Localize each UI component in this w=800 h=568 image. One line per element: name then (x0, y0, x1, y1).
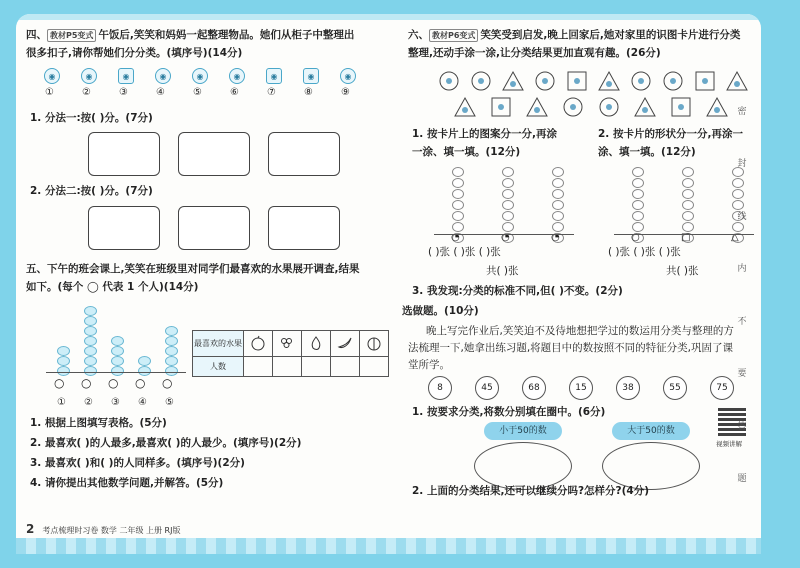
wave-border (16, 538, 761, 554)
bead[interactable] (552, 189, 564, 199)
fruit-label: ① (57, 397, 66, 408)
bead[interactable] (552, 178, 564, 188)
fruit-icon: ○ (135, 376, 146, 390)
fruit-label: ④ (138, 397, 147, 408)
bead (57, 366, 70, 376)
bead (111, 336, 124, 346)
bead (84, 336, 97, 346)
opt-p3: 堂所学。 (408, 359, 450, 371)
answer-box[interactable] (268, 206, 340, 250)
bead[interactable] (682, 178, 694, 188)
table-row-label: 人数 (193, 357, 244, 377)
bead[interactable] (452, 200, 464, 210)
answer-cell[interactable] (360, 357, 389, 377)
q5-line2: 如下。(每个 ◯ 代表 1 个人)(14分) (26, 281, 199, 293)
bead[interactable] (502, 189, 514, 199)
button-label: ① (45, 87, 54, 98)
bead[interactable] (452, 178, 464, 188)
q4-line2: 很多扣子,请你帮她们分分类。(填序号)(14分) (26, 47, 243, 59)
worksheet-page (16, 14, 761, 554)
button-label: ④ (156, 87, 165, 98)
bead (84, 356, 97, 366)
baseline-left (434, 234, 574, 235)
answer-box[interactable] (88, 132, 160, 176)
banana-icon (331, 331, 360, 357)
big-label: 大于50的数 (612, 422, 690, 440)
bead-column (56, 306, 69, 372)
seal-char: 要 (737, 369, 747, 380)
bead[interactable] (502, 200, 514, 210)
q6-line1: 六、 教材P6变式 笑笑受到启发,晚上回家后,她对家里的识图卡片进行分类 (408, 29, 741, 41)
bead (84, 316, 97, 326)
answer-box[interactable] (268, 132, 340, 176)
picture-card (628, 68, 654, 94)
opt-p1: 晚上写完作业后,笑笑迫不及待地想把学过的数运用分类与整理的方 (426, 325, 734, 337)
opt-s2: 2. 上面的分类结果,还可以继续分吗?怎样分?(4分) (412, 485, 650, 497)
bead (138, 356, 151, 366)
bead[interactable] (682, 211, 694, 221)
q4-tag: 教材P5变式 (47, 29, 96, 42)
bead (57, 356, 70, 366)
answer-cell[interactable] (244, 357, 273, 377)
number-circle[interactable]: 68 (522, 376, 546, 400)
q6-line2: 整理,还动手涂一涂,让分类结果更加直观有趣。(26分) (408, 47, 661, 59)
category-icon: ◔ (551, 232, 560, 243)
seal-char: 封 (737, 159, 747, 170)
fruit-label: ③ (111, 397, 120, 408)
q6-s2a: 2. 按卡片的形状分一分,再涂一 (598, 128, 743, 140)
seal-char: 内 (737, 264, 747, 275)
picture-card (660, 68, 686, 94)
bead[interactable] (632, 167, 644, 177)
picture-card (668, 94, 694, 120)
q5-s3: 3. 最喜欢( )和( )的人同样多。(填序号)(2分) (30, 457, 245, 469)
bead (111, 356, 124, 366)
apple-icon (244, 331, 273, 357)
fruit-icon: ○ (162, 376, 173, 390)
picture-card (500, 68, 526, 94)
footer (26, 522, 180, 536)
button-label: ⑤ (193, 87, 202, 98)
bead (84, 326, 97, 336)
bead[interactable] (552, 167, 564, 177)
button-icon: ◉ (266, 68, 282, 84)
picture-card (452, 94, 478, 120)
bead-column (137, 306, 150, 372)
bead (111, 366, 124, 376)
qr-label: 视频讲解 (716, 440, 742, 448)
button-icon: ◉ (81, 68, 97, 84)
bead[interactable] (682, 200, 694, 210)
table-head: 最喜欢的水果 (193, 331, 244, 357)
bead[interactable] (502, 178, 514, 188)
answer-cell[interactable] (273, 357, 302, 377)
bead (84, 346, 97, 356)
category-icon: ○ (631, 232, 640, 243)
bead-column (83, 306, 96, 372)
footer-text: 考点梳理时习卷 数学 二年级 上册 RJ版 (42, 526, 181, 535)
q6-s3: 3. 我发现:分类的标准不同,但( )不变。(2分) (412, 285, 623, 297)
picture-card (524, 94, 550, 120)
q5-line1: 五、下午的班会课上,笑笑在班级里对同学们最喜欢的水果展开调查,结果 (26, 263, 360, 275)
picture-card (692, 68, 718, 94)
number-circle[interactable]: 38 (616, 376, 640, 400)
category-icon: △ (731, 232, 739, 243)
bead[interactable] (682, 167, 694, 177)
fruit-label: ② (84, 397, 93, 408)
bead (84, 366, 97, 376)
opt-title: 选做题。(10分) (402, 305, 479, 317)
seal-char: 不 (737, 316, 747, 327)
number-circle[interactable]: 75 (710, 376, 734, 400)
seal-char: 线 (737, 211, 747, 222)
picture-card (632, 94, 658, 120)
q6-fill2: ( )张 ( )张 ( )张 (608, 246, 681, 258)
seal-char: 密 (737, 107, 747, 117)
opt-s1: 1. 按要求分类,将数分别填在圈中。(6分) (412, 406, 606, 418)
category-icon: ◔ (501, 232, 510, 243)
picture-card (560, 94, 586, 120)
picture-card (436, 68, 462, 94)
bead[interactable] (632, 211, 644, 221)
bead[interactable] (452, 167, 464, 177)
seal-line-text (729, 104, 755, 484)
bead (111, 346, 124, 356)
q6-s1a: 1. 按卡片上的图案分一分,再涂 (412, 128, 557, 140)
baseline (46, 372, 186, 373)
picture-card (596, 94, 622, 120)
number-circle[interactable]: 45 (475, 376, 499, 400)
q6-fill1: ( )张 ( )张 ( )张 (428, 246, 501, 258)
button-label: ③ (119, 87, 128, 98)
bead[interactable] (502, 167, 514, 177)
less-than-50-set[interactable] (474, 442, 572, 490)
bead-column (110, 306, 123, 372)
q4-sub1: 1. 分法一:按( )分。(7分) (30, 112, 153, 124)
page-number: 2 (26, 522, 35, 536)
fruit-label: ⑤ (165, 397, 174, 408)
bead (138, 366, 151, 376)
bead[interactable] (452, 189, 464, 199)
peach-icon (360, 331, 389, 357)
picture-card (564, 68, 590, 94)
number-circle[interactable]: 8 (428, 376, 452, 400)
q6-total1: 共( )张 (486, 265, 519, 277)
seal-char: 答 (737, 421, 747, 432)
q5-s2: 2. 最喜欢( )的人最多,最喜欢( )的人最少。(填序号)(2分) (30, 437, 302, 449)
button-label: ⑨ (341, 87, 350, 98)
pear-icon (302, 331, 331, 357)
fruit-icon: ○ (108, 376, 119, 390)
picture-card (704, 94, 730, 120)
category-icon: ◔ (451, 232, 460, 243)
bead (84, 306, 97, 316)
bead (165, 356, 178, 366)
small-label: 小于50的数 (484, 422, 562, 440)
bead[interactable] (552, 200, 564, 210)
bead (57, 346, 70, 356)
answer-box[interactable] (178, 132, 250, 176)
button-icon: ◉ (155, 68, 171, 84)
bead (165, 336, 178, 346)
fruit-icon: ○ (81, 376, 92, 390)
button-label: ⑥ (230, 87, 239, 98)
number-circle[interactable]: 55 (663, 376, 687, 400)
q6-s1b: 一涂、填一填。(12分) (412, 146, 521, 158)
bead[interactable] (632, 178, 644, 188)
button-label: ⑦ (267, 87, 276, 98)
button-icon: ◉ (118, 68, 134, 84)
picture-card (724, 68, 750, 94)
q5-s4: 4. 请你提出其他数学问题,并解答。(5分) (30, 477, 224, 489)
answer-cell[interactable] (331, 357, 360, 377)
q4-line1: 四、 教材P5变式 午饭后,笑笑和妈妈一起整理物品。她们从柜子中整理出 (26, 29, 355, 41)
bead[interactable] (502, 211, 514, 221)
picture-card (488, 94, 514, 120)
bead[interactable] (632, 200, 644, 210)
q6-total2: 共( )张 (666, 265, 699, 277)
bead[interactable] (682, 189, 694, 199)
q6-s2b: 涂、填一填。(12分) (598, 146, 696, 158)
q5-s1: 1. 根据上图填写表格。(5分) (30, 417, 167, 429)
picture-card (532, 68, 558, 94)
picture-card (596, 68, 622, 94)
button-label: ② (82, 87, 91, 98)
q6-tag: 教材P6变式 (429, 29, 478, 42)
picture-card (468, 68, 494, 94)
fruit-table (192, 330, 389, 377)
button-icon: ◉ (192, 68, 208, 84)
bead-column (164, 306, 177, 372)
button-icon: ◉ (44, 68, 60, 84)
greater-than-50-set[interactable] (602, 442, 700, 490)
fruit-icon: ○ (54, 376, 65, 390)
button-icon: ◉ (303, 68, 319, 84)
bead[interactable] (632, 189, 644, 199)
answer-cell[interactable] (302, 357, 331, 377)
grape-icon (273, 331, 302, 357)
button-icon: ◉ (229, 68, 245, 84)
bead[interactable] (552, 211, 564, 221)
q4-sub2: 2. 分法二:按( )分。(7分) (30, 185, 153, 197)
category-icon: □ (681, 232, 691, 243)
bead[interactable] (452, 211, 464, 221)
number-circle[interactable]: 15 (569, 376, 593, 400)
button-icon: ◉ (340, 68, 356, 84)
seal-char: 题 (737, 473, 747, 484)
answer-box[interactable] (88, 206, 160, 250)
button-label: ⑧ (304, 87, 313, 98)
bead (165, 366, 178, 376)
bead (165, 346, 178, 356)
answer-box[interactable] (178, 206, 250, 250)
opt-p2: 法梳理一下,她拿出练习题,将题目中的数按照不同的特征分类,巩固了课 (408, 342, 734, 354)
bead (165, 326, 178, 336)
